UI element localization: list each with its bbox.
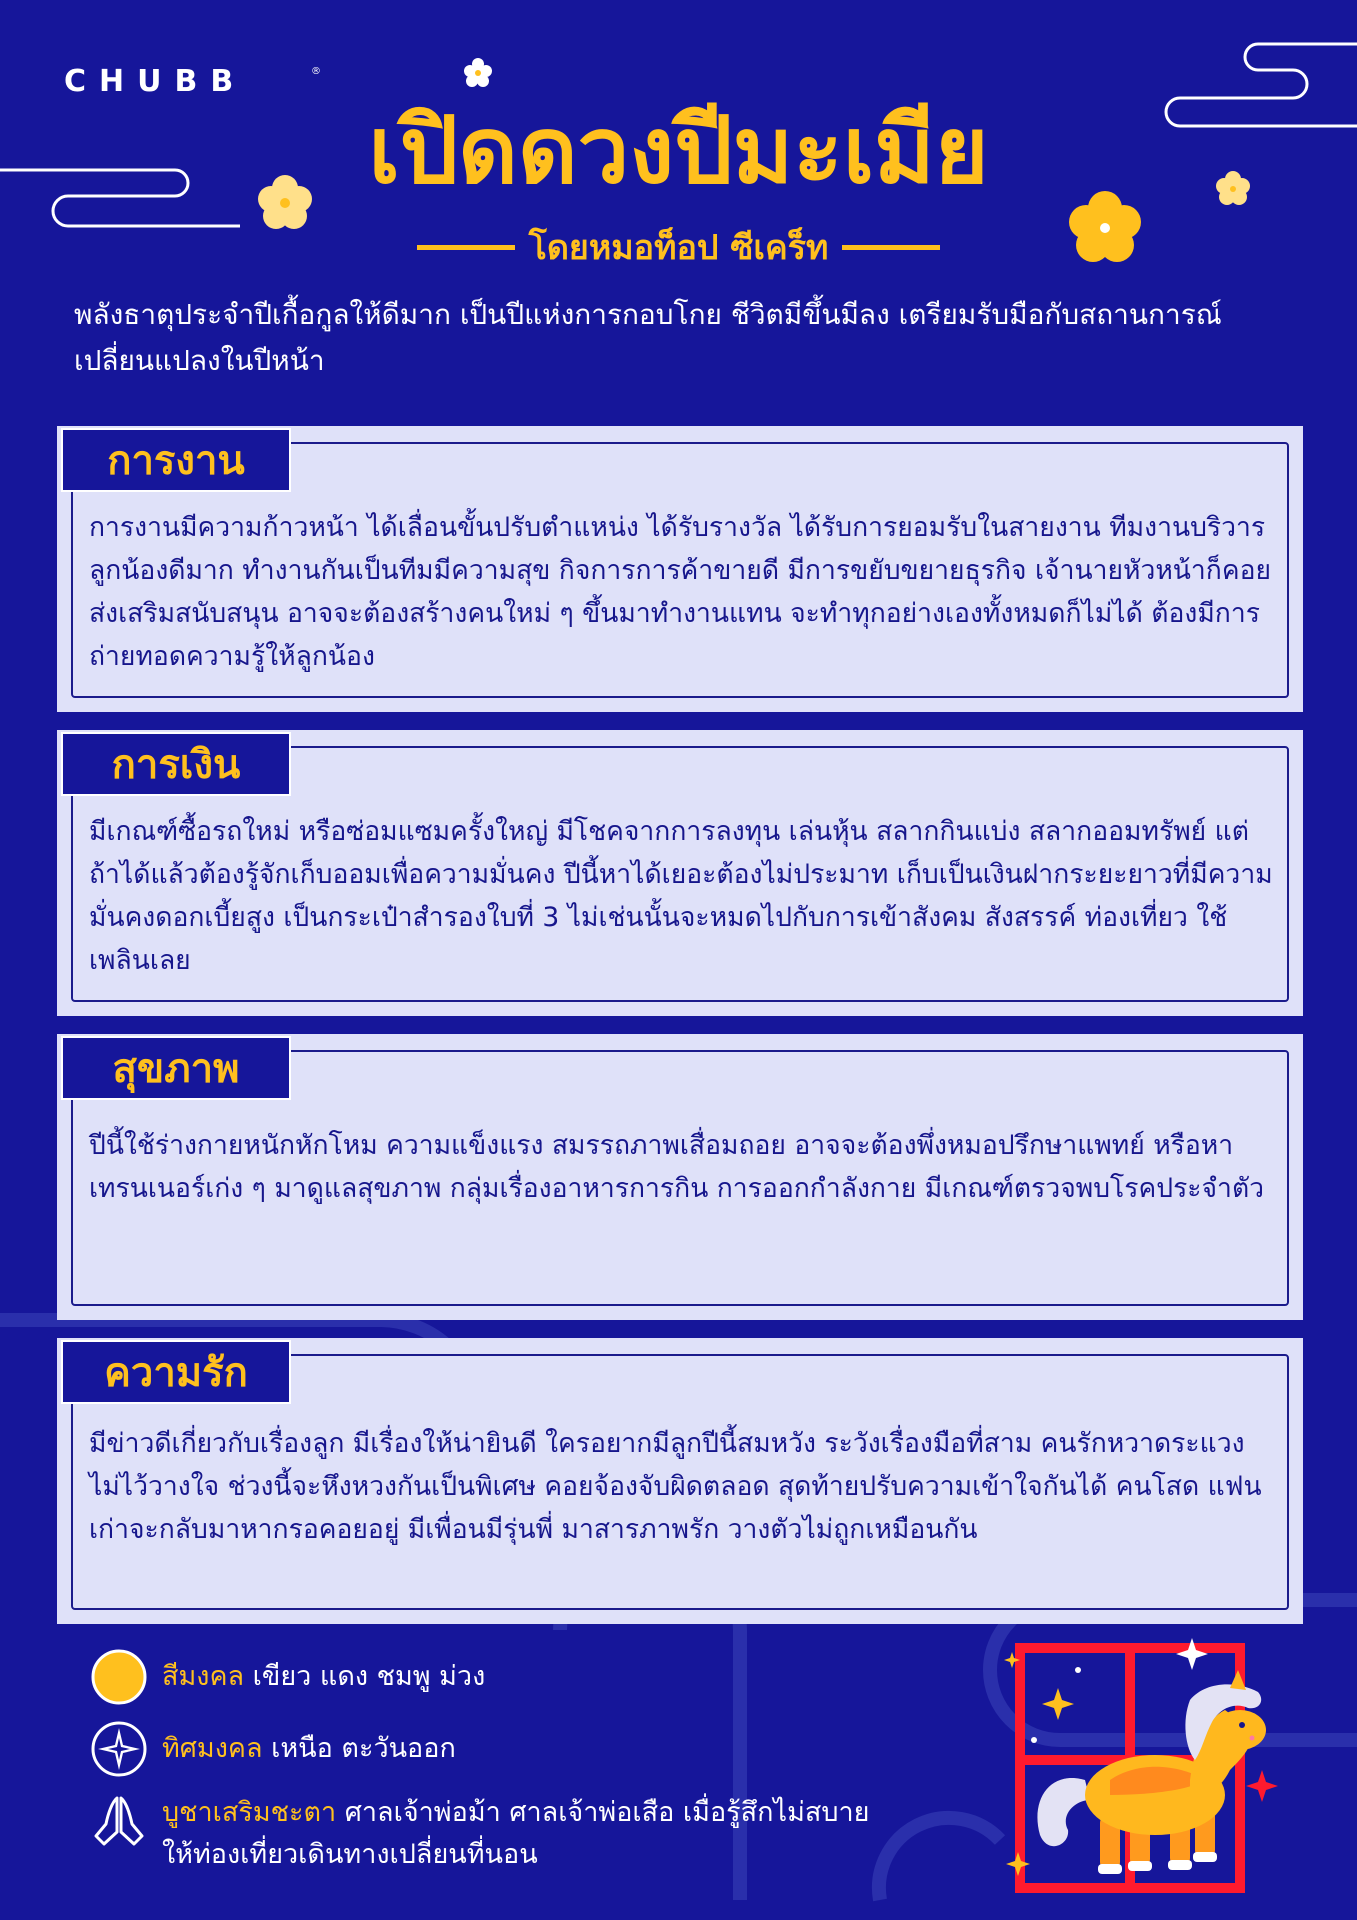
- chubb-logo: CHUBB: [64, 64, 247, 99]
- section-title-finance: การเงิน: [111, 742, 241, 788]
- sparkle-icon: [1246, 1770, 1278, 1802]
- page-title: เปิดดวงปีมะเมีย: [368, 97, 989, 204]
- horse-head: [1214, 1710, 1266, 1750]
- lucky-direction-row: [90, 1720, 456, 1778]
- section-tab: [61, 428, 291, 492]
- lucky-color-label: สีมงคล: [162, 1661, 245, 1692]
- lucky-color-text: [162, 1656, 485, 1698]
- registered-mark: ®: [311, 66, 321, 77]
- lucky-worship-text: [162, 1792, 869, 1876]
- section-body-health: ปีนี้ใช้ร่างกายหนักหักโหม ความแข็งแรง สมรรถภาพเสื่อมถอย อาจจะต้องพึ่งหมอปรึกษาแพทย์ หรือหาเทรนเนอร์เก่ง ๆ มาดูแลสุขภาพ กลุ่มเรื่องอาหารการกิน การออกกำลังกาย มีเกณฑ์ตรวจพบโรคประจำตัว: [89, 1130, 1265, 1204]
- horse-illustration: [990, 1630, 1280, 1900]
- section-tab: [61, 732, 291, 796]
- section-body-finance: มีเกณฑ์ซื้อรถใหม่ หรือซ่อมแซมครั้งใหญ่ มีโชคจากการลงทุน เล่นหุ้น สลากกินแบ่ง สลากออมทรัพย์ แต่ถ้าได้แล้วต้องรู้จักเก็บออมเพื่อความมั่นคง ปีนี้หาได้เยอะต้องไม่ประมาท เก็บเป็นเงินฝากระยะยาวที่มีความมั่นคงดอกเบี้ยสูง เป็นกระเป๋าสำรองใบที่ 3 ไม่เช่นนั้นจะหมดไปกับการเข้าสังคม สังสรรค์ ท่องเที่ยว ใช้เพลินเลย: [89, 816, 1273, 976]
- subtitle-row: [0, 222, 1357, 272]
- lucky-worship-value-line2: ให้ท่องเที่ยวเดินทางเปลี่ยนที่นอน: [162, 1839, 538, 1870]
- subtitle-line-left: [417, 245, 515, 250]
- lucky-worship-value: ศาลเจ้าพ่อม้า ศาลเจ้าพ่อเสือ เมื่อรู้สึกไม่สบาย: [344, 1797, 870, 1828]
- lucky-direction-text: [162, 1728, 456, 1770]
- subtitle-line-right: [842, 245, 940, 250]
- lucky-worship-row: [90, 1792, 869, 1876]
- section-title-work: การงาน: [107, 438, 245, 484]
- section-card-love: [57, 1338, 1303, 1624]
- section-tab: [61, 1036, 291, 1100]
- lucky-worship-label: บูชาเสริมชะตา: [162, 1797, 337, 1828]
- compass-star-icon: [90, 1720, 148, 1778]
- page-subtitle: โดยหมอท็อป ซีเคร็ท: [528, 228, 829, 268]
- section-title-love: ความรัก: [104, 1350, 248, 1396]
- lucky-color-row: [90, 1648, 485, 1706]
- section-title-health: สุขภาพ: [112, 1046, 240, 1092]
- section-body-love: มีข่าวดีเกี่ยวกับเรื่องลูก มีเรื่องให้น่ายินดี ใครอยากมีลูกปีนี้สมหวัง ระวังเรื่องมือที่สาม คนรักหวาดระแวงไม่ไว้วางใจ ช่วงนี้จะหึงหวงกันเป็นพิเศษ คอยจ้องจับผิดตลอด สุดท้ายปรับความเข้าใจกันได้ คนโสด แฟนเก่าจะกลับมาหากรอคอยอยู่ มีเพื่อนมีรุ่นพี่ มาสารภาพรัก วางตัวไม่ถูกเหมือนกัน: [89, 1428, 1262, 1545]
- section-card-health: [57, 1034, 1303, 1320]
- yellow-circle-icon: [90, 1648, 148, 1706]
- section-card-finance: [57, 730, 1303, 1016]
- lucky-color-value: เขียว แดง ชมพู ม่วง: [252, 1661, 486, 1692]
- section-card-work: [57, 426, 1303, 712]
- lucky-direction-value: เหนือ ตะวันออก: [271, 1733, 456, 1764]
- plum-flower-icon: [464, 58, 492, 87]
- praying-hands-icon: [90, 1792, 148, 1850]
- section-tab: [61, 1340, 291, 1404]
- section-body-work: การงานมีความก้าวหน้า ได้เลื่อนขั้นปรับตำแหน่ง ได้รับรางวัล ได้รับการยอมรับในสายงาน ทีมงานบริวารลูกน้องดีมาก ทำงานกันเป็นทีมมีความสุข กิจการการค้าขายดี มีการขยับขยายธุรกิจ เจ้านายหัวหน้าก็คอยส่งเสริมสนับสนุน อาจจะต้องสร้างคนใหม่ ๆ ขึ้นมาทำงานแทน จะทำทุกอย่างเองทั้งหมดก็ไม่ได้ ต้องมีการถ่ายทอดความรู้ให้ลูกน้อง: [89, 512, 1272, 672]
- horse-tail: [1037, 1778, 1090, 1846]
- intro-text: พลังธาตุประจำปีเกื้อกูลให้ดีมาก เป็นปีแห่งการกอบโกย ชีวิตมีขึ้นมีลง เตรียมรับมือกับสถานการณ์เปลี่ยนแปลงในปีหน้า: [74, 298, 1222, 377]
- lucky-direction-label: ทิศมงคล: [162, 1733, 263, 1764]
